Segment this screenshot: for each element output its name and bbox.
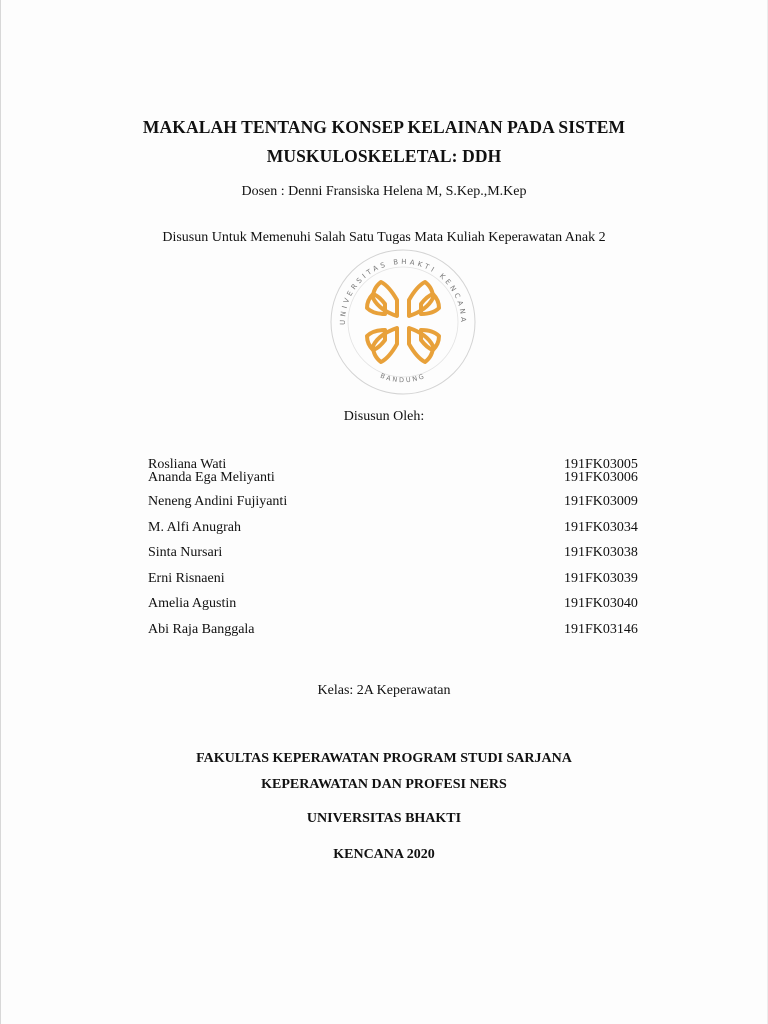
university-line: UNIVERSITAS BHAKTI (306, 811, 462, 826)
purpose-line: Disusun Untuk Memenuhi Salah Satu Tugas Mata Kuliah Keperawatan Anak 2 (162, 230, 606, 245)
member-row (148, 520, 648, 536)
member-name: Erni Risnaeni (148, 571, 225, 586)
member-nim: 191FK03005 (564, 457, 638, 472)
member-row (148, 470, 648, 486)
member-name: Amelia Agustin (148, 596, 237, 611)
member-name: Neneng Andini Fujiyanti (148, 494, 288, 509)
logo-outer-ring (331, 250, 475, 394)
member-row (148, 494, 648, 510)
member-nim: 191FK03034 (564, 520, 638, 535)
member-name: Rosliana Wati (148, 457, 227, 472)
member-nim: 191FK03009 (564, 494, 638, 509)
member-name: Ananda Ega Meliyanti (148, 470, 275, 485)
logo-emblem-icon (367, 282, 439, 362)
member-name: M. Alfi Anugrah (148, 520, 241, 535)
logo-city-text: BANDUNG (379, 371, 427, 385)
member-name: Abi Raja Banggala (148, 622, 255, 637)
logo-ring-text: UNIVERSITAS BHAKTI KENCANA (338, 257, 468, 326)
university-logo (327, 248, 479, 396)
member-row (148, 571, 648, 587)
member-nim: 191FK03039 (564, 571, 638, 586)
member-nim: 191FK03146 (564, 622, 638, 637)
member-row (148, 622, 648, 638)
logo-inner-ring (348, 267, 458, 377)
title-line-2: MUSKULOSKELETAL: DDH (266, 146, 502, 166)
faculty-line-1: FAKULTAS KEPERAWATAN PROGRAM STUDI SARJANA (196, 751, 572, 766)
member-row (148, 596, 648, 612)
faculty-line-2: KEPERAWATAN DAN PROFESI NERS (261, 777, 507, 792)
member-nim: 191FK03038 (564, 545, 638, 560)
compiled-by-label: Disusun Oleh: (343, 409, 425, 424)
class-line: Kelas: 2A Keperawatan (317, 683, 451, 698)
member-nim: 191FK03006 (564, 470, 638, 485)
member-row (148, 545, 648, 561)
member-name: Sinta Nursari (148, 545, 223, 560)
title-line-1: MAKALAH TENTANG KONSEP KELAINAN PADA SISTEM (142, 117, 626, 137)
member-nim: 191FK03040 (564, 596, 638, 611)
lecturer-line: Dosen : Denni Fransiska Helena M, S.Kep.,M.Kep (241, 184, 527, 199)
location-year-line: KENCANA 2020 (333, 847, 435, 862)
